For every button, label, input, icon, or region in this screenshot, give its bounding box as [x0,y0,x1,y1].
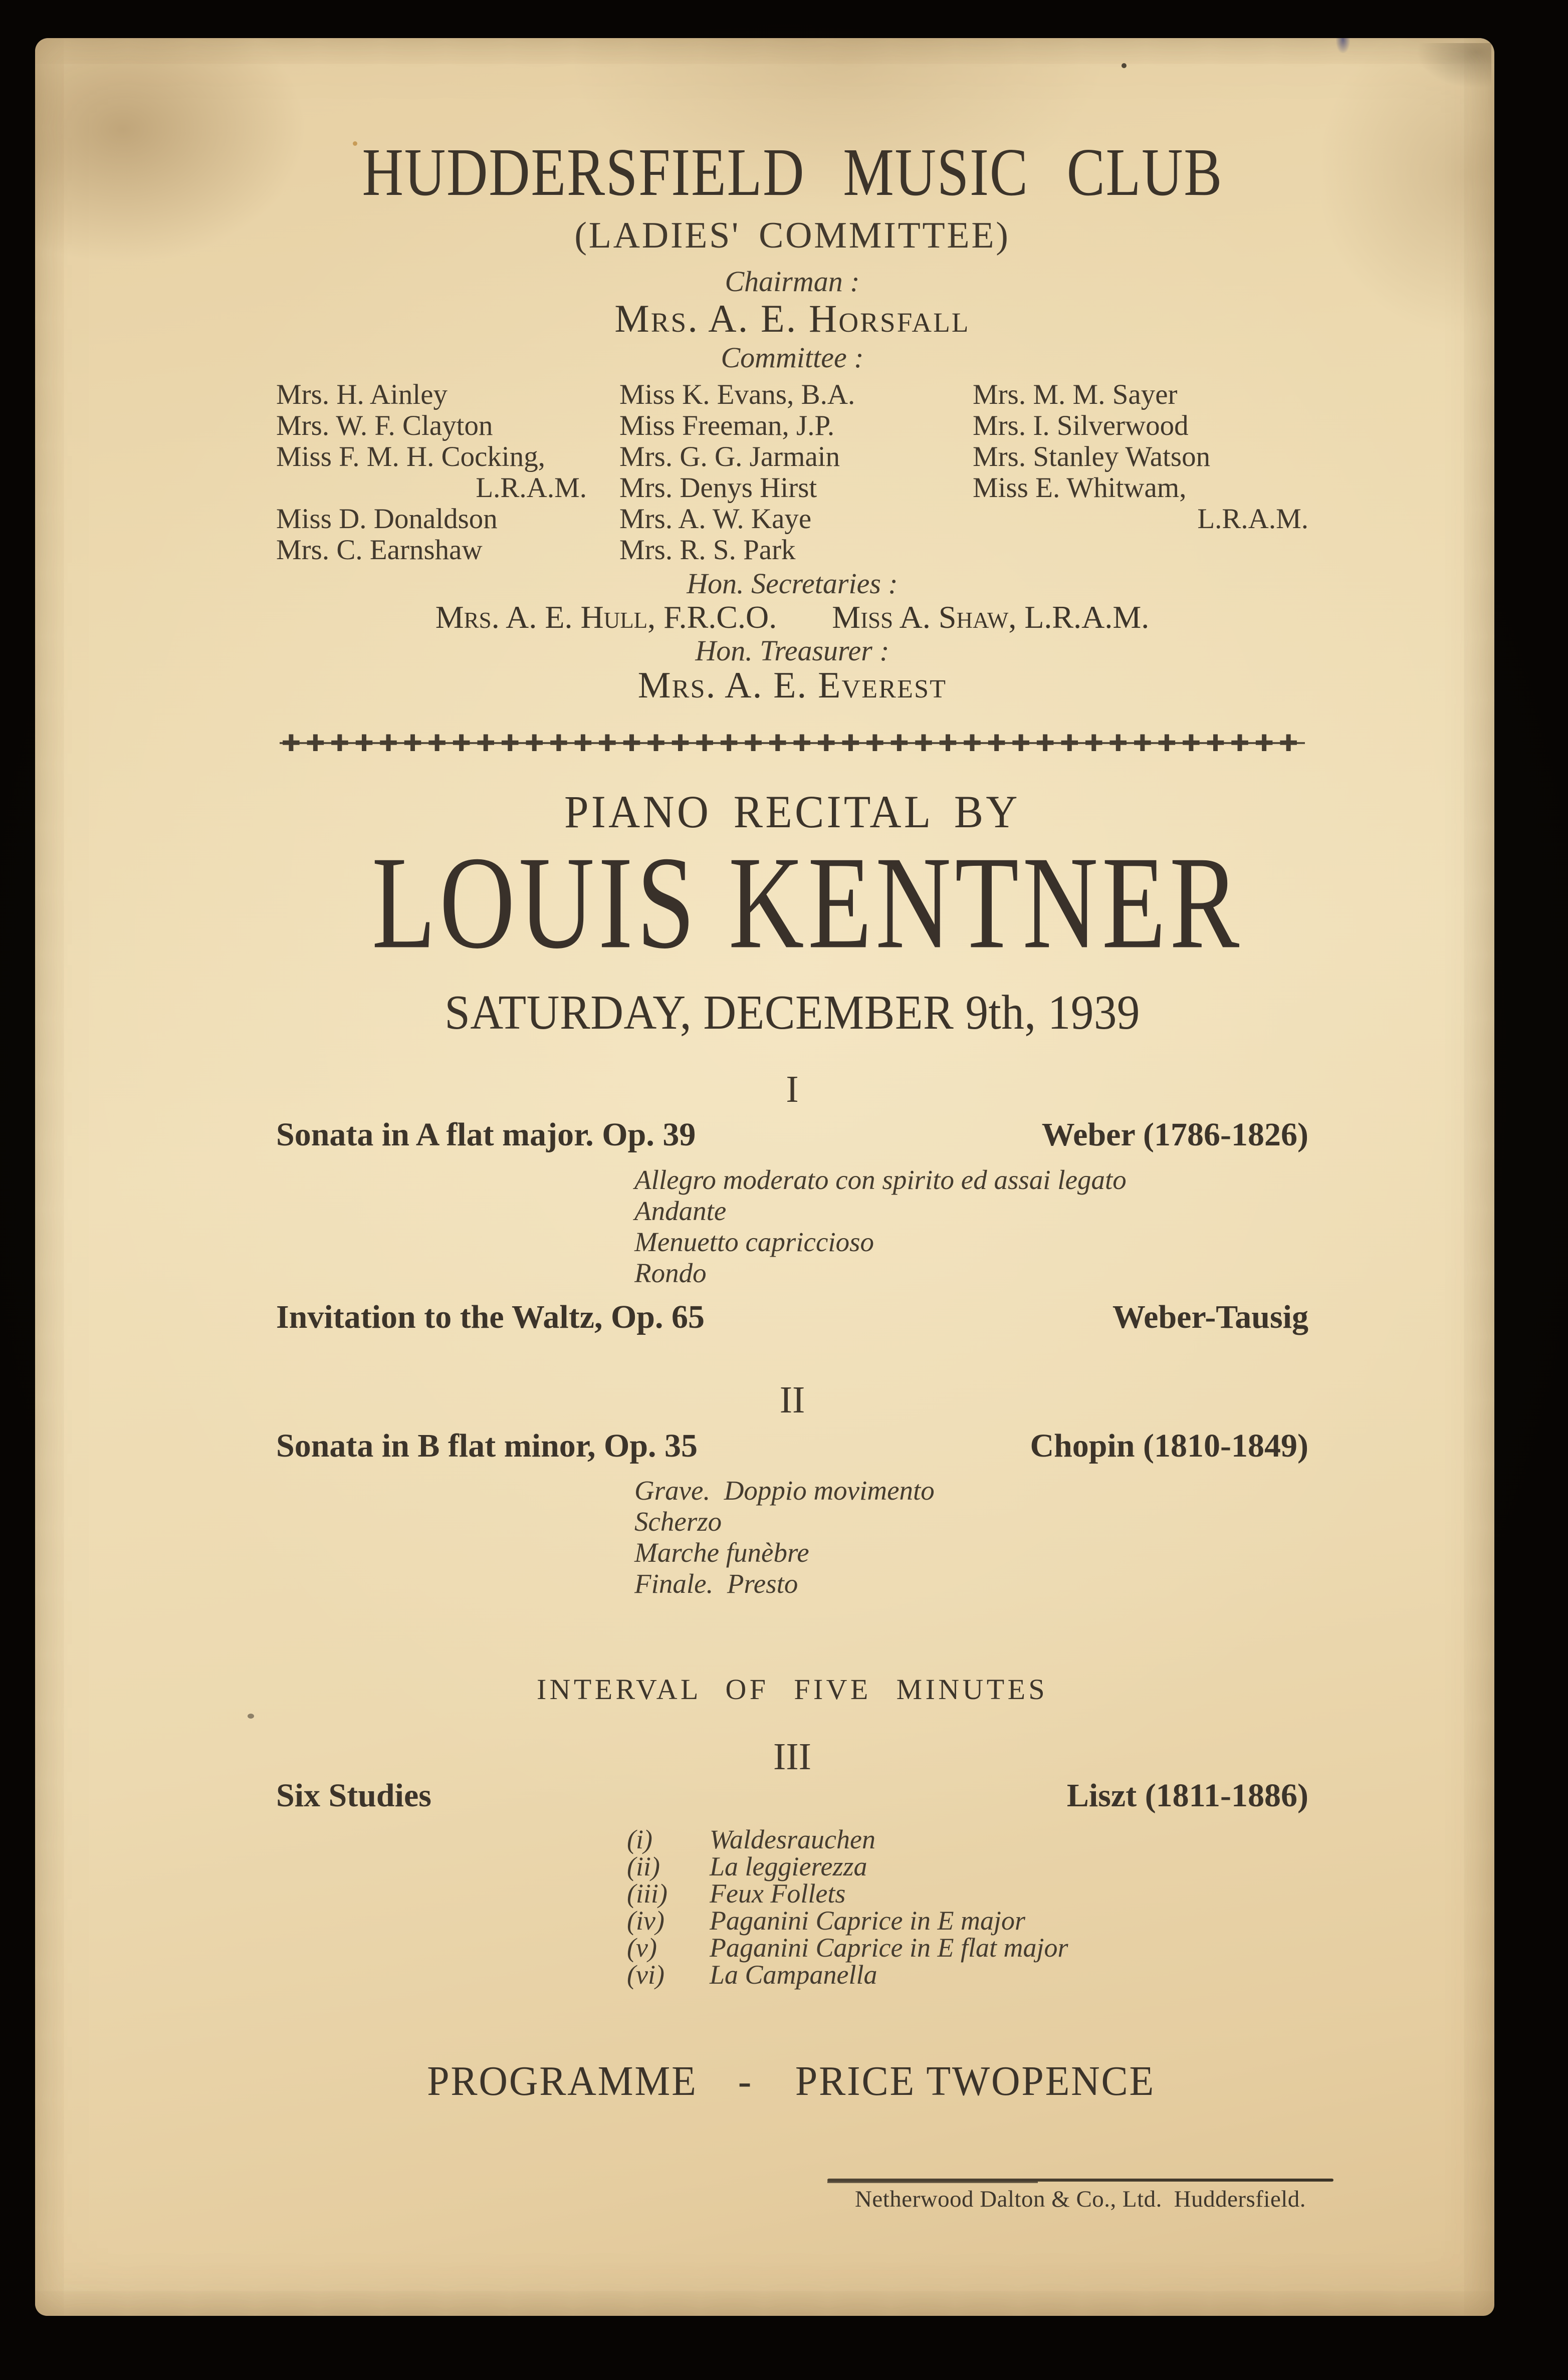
section-numeral-3: III [773,1735,811,1778]
study-name: Waldesrauchen [710,1824,875,1854]
study-name: La leggierezza [710,1851,867,1881]
recital-pretitle: PIANO RECITAL BY [564,786,1020,838]
printer-rule [827,2179,1333,2182]
movement-list [276,1475,1308,1599]
committee-member: Mrs. H. Ainley [276,379,447,411]
work-composer: Chopin (1810-1849) [1030,1427,1308,1464]
committee-member: Mrs. R. S. Park [619,534,796,566]
cross-ornament-row: ✚✚✚✚✚✚✚✚✚✚✚✚✚✚✚✚✚✚✚✚✚✚✚✚✚✚✚✚✚✚✚✚✚✚✚✚✚✚✚✚✚✚ [280,732,1305,755]
committee-member: Mrs. M. M. Sayer [973,379,1178,411]
secretary-name: Miss A. Shaw, L.R.A.M. [832,599,1150,635]
programme-content [276,38,1308,2213]
committee-list [276,379,1308,566]
interval-notice: INTERVAL OF FIVE MINUTES [536,1673,1048,1706]
work-row [276,1778,1308,1813]
committee-member: Mrs. W. F. Clayton [276,410,493,442]
artist-name: LOUIS KENTNER [371,829,1243,977]
committee-member: Mrs. Denys Hirst [619,472,817,504]
price-words: PRICE TWOPENCE [795,2057,1156,2104]
study-name: Feux Follets [710,1878,846,1909]
study-numeral: (iv) [627,1905,664,1936]
programme-word: PROGRAMME [426,2057,698,2104]
movement-list [276,1164,1308,1289]
secretaries-label: Hon. Secretaries : [687,567,898,600]
work-title: Invitation to the Waltz, Op. 65 [276,1298,705,1335]
study-list [276,1826,1308,1988]
ladies-committee-subtitle: (LADIES' COMMITTEE) [574,215,1010,256]
study-name: La Campanella [710,1959,877,1990]
movement: Rondo [634,1257,707,1288]
study-item [627,1880,1308,1907]
committee-column-1 [276,379,587,566]
programme-price-line [276,2059,1308,2103]
study-name: Paganini Caprice in E flat major [710,1932,1068,1963]
corner-wear [1416,43,1491,88]
committee-member: Miss F. M. H. Cocking, [276,441,546,473]
committee-member: Mrs. A. W. Kaye [619,503,812,535]
committee-label: Committee : [721,341,864,374]
committee-member-qualification: L.R.A.M. [1197,503,1308,535]
committee-member: Miss D. Donaldson [276,503,498,535]
section-numeral-2: II [779,1378,805,1421]
study-numeral: (v) [627,1932,657,1963]
committee-column-3 [973,379,1308,566]
section-numeral-1: I [786,1068,799,1110]
movement: Andante [634,1195,727,1226]
secretary-name: Mrs. A. E. Hull, F.R.C.O. [435,599,777,635]
committee-member: Mrs. I. Silverwood [973,410,1189,442]
work-row [276,1429,1308,1463]
committee-member: Mrs. Stanley Watson [973,441,1211,473]
chairman-label: Chairman : [725,265,860,298]
committee-member: Miss Freeman, J.P. [619,410,835,442]
movement: Scherzo [634,1506,722,1537]
study-item [627,1826,1308,1853]
committee-column-2 [619,379,940,566]
study-item [627,1907,1308,1934]
work-row [276,1117,1308,1152]
movement: Allegro moderato con spirito ed assai legato [634,1164,1127,1195]
committee-member: Miss K. Evans, B.A. [619,379,855,411]
printer-name: Netherwood Dalton & Co., Ltd. Huddersfield. [855,2186,1306,2213]
study-numeral: (iii) [627,1878,667,1909]
work-composer: Weber (1786-1826) [1041,1116,1308,1153]
study-item [627,1853,1308,1880]
work-composer: Weber-Tausig [1112,1298,1308,1335]
printer-credit [827,2179,1333,2213]
paper-stain-speck [248,1714,254,1719]
recital-date: SATURDAY, DECEMBER 9th, 1939 [444,985,1140,1040]
work-row [276,1300,1308,1334]
price-separator: - [738,2057,753,2104]
committee-member: Mrs. C. Earnshaw [276,534,483,566]
committee-member: Miss E. Whitwam, [973,472,1187,504]
study-numeral: (vi) [627,1959,664,1990]
club-name-title [276,135,1308,210]
movement: Menuetto capriccioso [634,1226,874,1257]
work-composer: Liszt (1811-1886) [1066,1777,1308,1814]
secretaries-names [276,600,1308,634]
blue-ink-mark [1336,38,1350,53]
work-title: Sonata in A flat major. Op. 39 [276,1116,696,1153]
study-item [627,1934,1308,1961]
cross-ornament-divider [276,732,1308,755]
study-item [627,1961,1308,1988]
programme-card [35,38,1494,2316]
study-numeral: (i) [627,1824,652,1854]
club-name-text: HUDDERSFIELD MUSIC CLUB [362,135,1223,210]
work-title: Sonata in B flat minor, Op. 35 [276,1427,698,1464]
study-numeral: (ii) [627,1851,660,1881]
treasurer-name: Mrs. A. E. Everest [637,665,947,706]
committee-member-qualification: L.R.A.M. [476,472,587,504]
treasurer-label: Hon. Treasurer : [695,634,889,667]
study-name: Paganini Caprice in E major [710,1905,1025,1936]
work-title: Six Studies [276,1777,431,1814]
movement: Grave. Doppio movimento [634,1475,935,1506]
movement: Marche funèbre [634,1537,809,1568]
committee-member: Mrs. G. G. Jarmain [619,441,840,473]
chairman-name: Mrs. A. E. Horsfall [614,296,970,340]
movement: Finale. Presto [634,1568,798,1599]
